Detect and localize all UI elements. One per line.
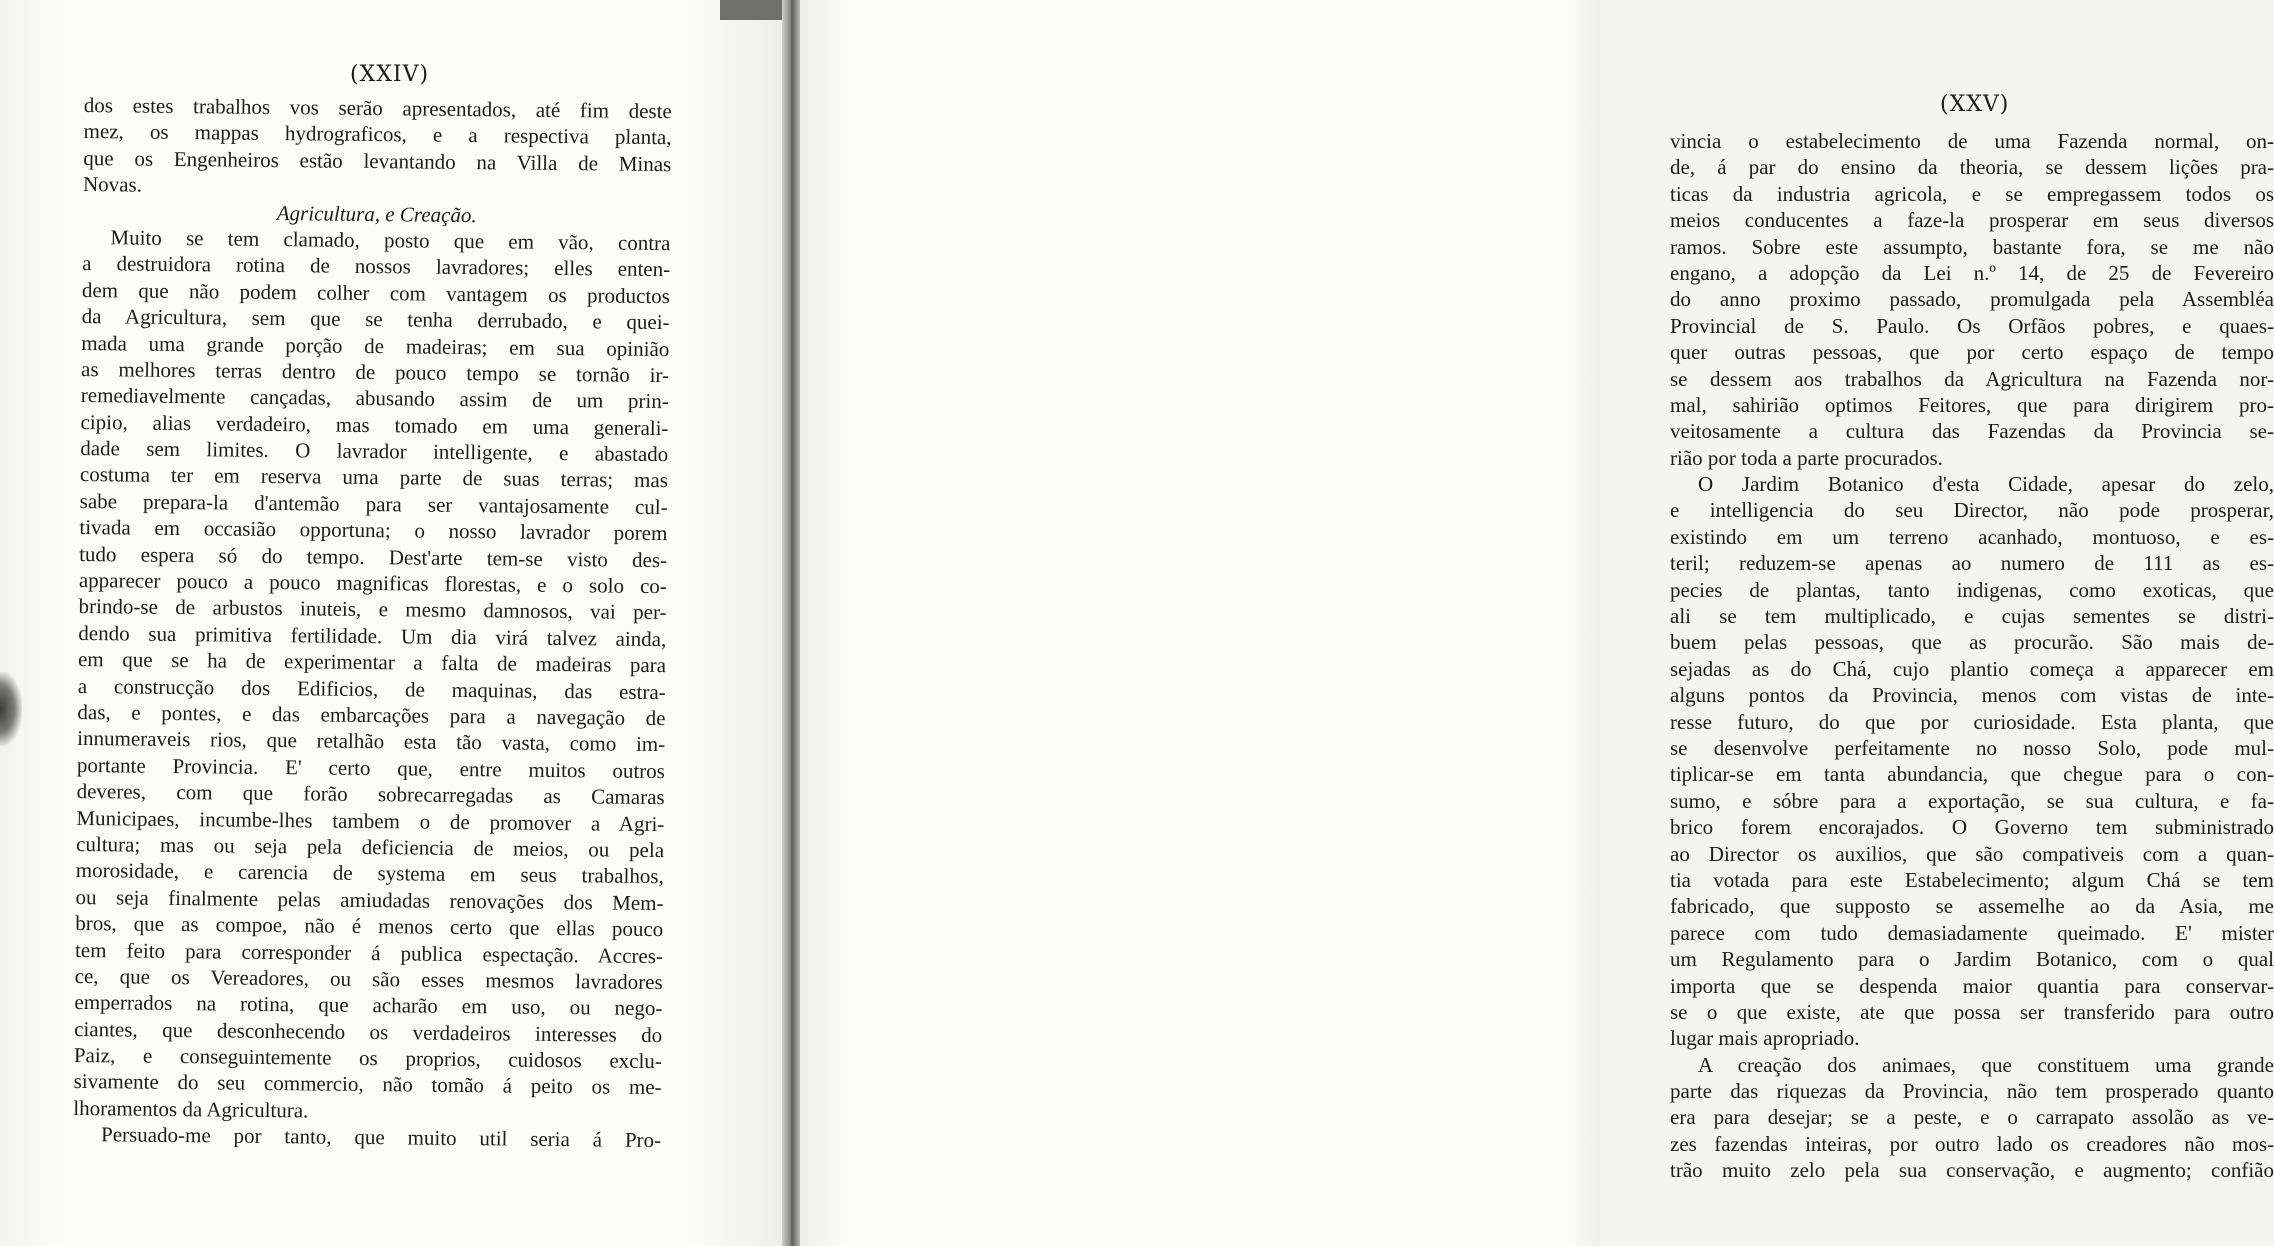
text-line: parece com tudo demasiadamente queimado. E' mister	[1670, 920, 2274, 945]
text-line: das, e pontes, e das embarcações para a navegação de	[77, 699, 666, 731]
text-line: fabricado, que supposto se assemelhe ao da Asia, me	[1670, 894, 2274, 919]
text-line: ce, que os Vereadores, ou são esses mesmos lavradores	[74, 963, 663, 994]
text-line: era para desejar; se a peste, e o carrapato assolão as ve-	[1670, 1105, 2274, 1130]
text-line: que os Engenheiros estão levantando na Villa de Minas	[83, 145, 672, 176]
text-line: se o que existe, ate que possa ser transferido para outro	[1670, 999, 2274, 1024]
text-line: e intelligencia do seu Director, não pode prosperar,	[1670, 498, 2274, 523]
text-line: teril; reduzem-se apenas ao numero de 111 as es-	[1670, 551, 2274, 576]
text-line: costuma ter em reserva uma parte de suas terras; mas	[79, 462, 669, 493]
text-line: vincia o estabelecimento de uma Fazenda normal, on-	[1670, 129, 2274, 153]
left-page-number: (XXIV)	[350, 62, 430, 87]
text-line: sumo, e sóbre para a exportação, se sua cultura, e fa-	[1670, 788, 2274, 813]
text-line: morosidade, e carencia de systema em seus trabalhos,	[75, 858, 664, 889]
text-line: um Regulamento para o Jardim Botanico, com o qual	[1670, 947, 2274, 972]
text-line: a destruidora rotina de nossos lavradores; elles enten-	[82, 251, 671, 282]
text-line: remediavelmente cançadas, abusando assim de um prin-	[80, 383, 669, 414]
text-line: apparecer pouco a pouco magnificas florestas, e o solo co-	[78, 568, 667, 599]
text-line: ao Director os auxilios, que são compativeis com a quan-	[1670, 841, 2274, 866]
text-line: a construcção dos Edificios, de maquinas, das estra-	[77, 673, 666, 704]
text-line: alguns pontos da Provincia, menos com vistas de inte-	[1670, 683, 2274, 708]
text-line: as melhores terras dentro de pouco tempo se tornão ir-	[80, 356, 670, 388]
text-line: tia votada para este Estabelecimento; algum Chá se tem	[1670, 867, 2274, 892]
text-line: bros, que as compoe, não é menos certo que ellas pouco	[75, 911, 664, 942]
section-heading: Agricultura, e Creação.	[276, 200, 477, 227]
text-line: trão muito zelo pela sua conservação, e augmento; confião	[1670, 1158, 2274, 1183]
text-line: se desenvolve perfeitamente no nosso Solo, pode mul-	[1670, 735, 2274, 760]
text-line: mez, os mappas hydrograficos, e a respectiva planta,	[83, 119, 672, 150]
right-page	[800, 0, 2274, 1246]
text-line: ali se tem multiplicado, e cujas sementes se distri-	[1670, 604, 2274, 629]
text-line: Muito se tem clamado, posto que em vão, contra	[110, 225, 671, 256]
text-line: portante Provincia. E' certo que, entre muitos outros	[76, 752, 666, 783]
text-line: dos estes trabalhos vos serão apresentados, até fim deste	[83, 92, 672, 124]
text-line: ou seja finalmente pelas amiudadas renovações dos Mem-	[75, 884, 664, 915]
text-line: Novas.	[82, 172, 143, 197]
text-line: quer outras pessoas, que por certo espaço de tempo	[1670, 340, 2274, 365]
text-line: buem pelas pessoas, que as procurão. São mais de-	[1670, 630, 2274, 655]
text-line: Provincial de S. Paulo. Os Orfãos pobres, e quaes-	[1670, 313, 2274, 338]
text-line: ramos. Sobre este assumpto, bastante fora, se me não	[1670, 234, 2274, 259]
text-line: dem que não podem colher com vantagem os productos	[81, 277, 671, 308]
text-line: deveres, com que forão sobrecarregadas as Camaras	[76, 779, 665, 810]
left-page	[0, 0, 782, 1246]
text-line: dendo sua primitiva fertilidade. Um dia virá talvez ainda,	[78, 620, 667, 651]
text-line: importa que se despenda maior quantia para conservar-	[1670, 973, 2274, 998]
text-line: tem feito para corresponder á publica espectação. Accres-	[74, 937, 664, 968]
right-page-number: (XXV)	[1940, 92, 2010, 117]
text-line: cipio, alias verdadeiro, mas tomado em uma generali-	[80, 409, 669, 440]
text-line: emperrados na rotina, que acharão em uso, ou nego-	[74, 990, 663, 1021]
text-line: meios conducentes a faze-la prosperar em seus diversos	[1670, 208, 2274, 233]
text-line: tivada em occasião opportuna; o nosso lavrador porem	[79, 515, 668, 546]
text-line: do anno proximo passado, promulgada pela Assembléa	[1670, 287, 2274, 312]
text-line: sivamente do seu commercio, não tomão á peito os me-	[73, 1069, 662, 1100]
left-page-text	[73, 92, 672, 1154]
text-line: lugar mais apropriado.	[1670, 1026, 1860, 1051]
text-line: Persuado-me por tanto, que muito util seria á Pro-	[100, 1122, 662, 1153]
text-line: tiplicar-se em tanta abundancia, que chegue para o con-	[1670, 762, 2274, 787]
text-line: de, á par do ensino da theoria, se dessem lições pra-	[1670, 155, 2274, 180]
text-line: brindo-se de arbustos inuteis, e mesmo damnosos, vai per-	[78, 594, 667, 625]
text-line: ticas da industria agricola, e se empregassem todos os	[1670, 181, 2274, 206]
right-page-text	[1670, 128, 2274, 1184]
text-line: O Jardim Botanico d'esta Cidade, apesar do zelo,	[1698, 472, 2274, 497]
text-line: mada uma grande porção de madeiras; em sua opinião	[81, 330, 670, 361]
text-line: em que se ha de experimentar a falta de madeiras para	[77, 647, 667, 678]
text-line: pecies de plantas, tanto indigenas, como exoticas, que	[1670, 577, 2274, 602]
text-line: Paiz, e conseguintemente os proprios, cuidosos exclu-	[73, 1043, 663, 1074]
text-line: mal, sahirião optimos Feitores, que para dirigirem pro-	[1670, 392, 2274, 417]
text-line: Municipaes, incumbe-lhes tambem o de promover a Agri-	[76, 805, 665, 836]
text-line: lhoramentos da Agricultura.	[73, 1095, 309, 1123]
text-line: sabe prepara-la d'antemão para ser vantajosamente cul-	[79, 488, 668, 519]
text-line: tudo espera só do tempo. Dest'arte tem-se visto des-	[79, 541, 668, 572]
text-line: dade sem limites. O lavrador intelligente, e abastado	[80, 436, 669, 467]
text-line: engano, a adopção da Lei n.º 14, de 25 de Fevereiro	[1670, 260, 2274, 285]
text-line: cultura; mas ou seja pela deficiencia de meios, ou pela	[76, 831, 665, 863]
text-line: parte das riquezas da Provincia, não tem prosperado quanto	[1670, 1079, 2274, 1104]
text-line: A creação dos animaes, que constituem uma grande	[1698, 1052, 2274, 1077]
text-line: se dessem aos trabalhos da Agricultura na Fazenda nor-	[1670, 366, 2274, 391]
book-gutter	[782, 0, 800, 1246]
text-line: innumeraveis rios, que retalhão esta tão vasta, como im-	[77, 726, 666, 757]
text-line: zes fazendas inteiras, por outro lado os creadores não mos-	[1670, 1131, 2274, 1156]
page-damage-mark	[0, 672, 22, 746]
text-line: resse futuro, do que por curiosidade. Esta planta, que	[1670, 709, 2274, 734]
text-line: sejadas as do Chá, cujo plantio começa a apparecer em	[1670, 656, 2274, 681]
text-line: brico forem encorajados. O Governo tem subministrado	[1670, 815, 2274, 840]
text-line: veitosamente a cultura das Fazendas da Provincia se-	[1670, 419, 2274, 444]
text-line: existindo em um terreno acanhado, montuoso, e es-	[1670, 524, 2274, 549]
text-line: ciantes, que desconhecendo os verdadeiros interesses do	[74, 1016, 663, 1047]
text-line: da Agricultura, sem que se tenha derrubado, e quei-	[81, 304, 670, 335]
text-line: rião por toda a parte procurados.	[1670, 445, 1943, 470]
